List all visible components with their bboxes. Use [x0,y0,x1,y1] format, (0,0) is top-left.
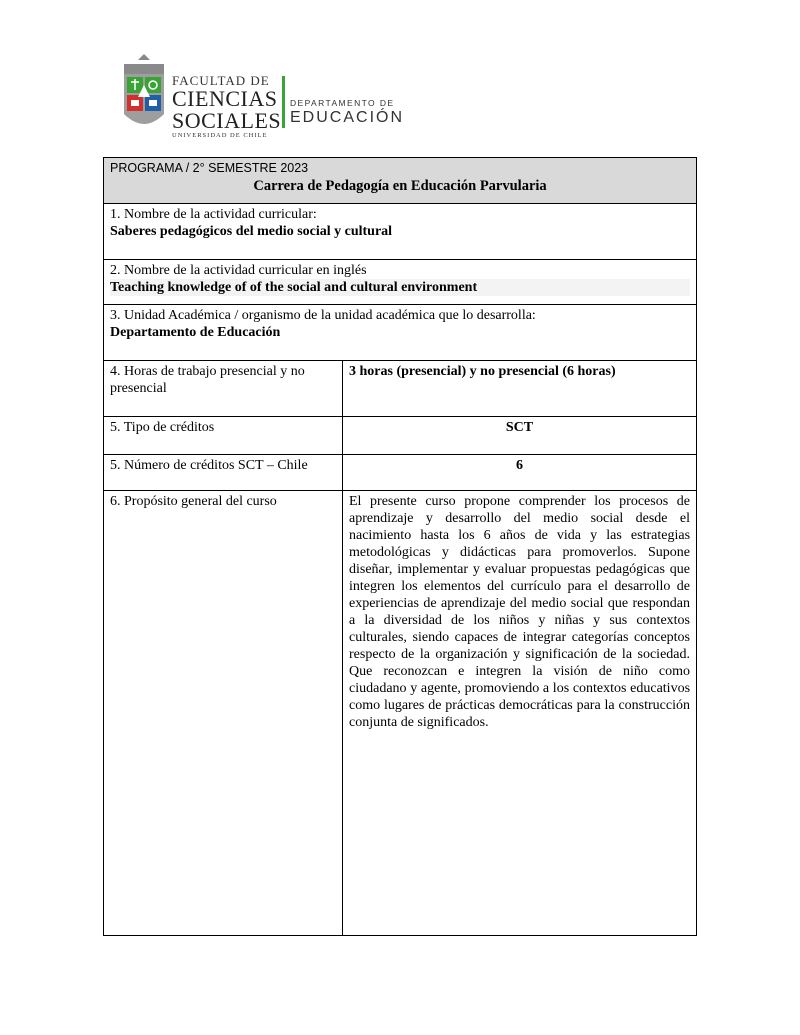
department-line1: DEPARTAMENTO DE [290,98,395,108]
row-cell [104,204,697,260]
faculty-line3: SOCIALES [172,108,282,133]
table-row [104,204,697,260]
department-name [290,98,404,127]
row-cell [104,305,697,361]
row-label: 3. Unidad Académica / organismo de la unidad académica que lo desarrolla: [110,308,536,323]
course-purpose-cell: El presente curso propone comprender los procesos de aprendizaje y desarrollo del medio social desde el nacimiento hasta los 6 años de vida y las estrategias metodológicas y didácticas para promoverlos. Supone diseñar, implementar y evaluar propuestas pedagógicas que integren los elementos del currículo para el desarrollo de experiencias de aprendizaje del medio social que respondan a la diversidad de los niños y niñas y sus contextos culturales, siendo capaces de integrar categorías conceptos respecto de la organización y significación de la sociedad. Que reconozcan e integren la visión de niño como ciudadano y agente, promoviendo a los contextos educativos como lugares de prácticas democráticas para la construcción conjunta de significados. [343,491,697,936]
faculty-logo [120,52,410,138]
department-line2: EDUCACIÓN [290,109,405,126]
faculty-line2: CIENCIAS [172,86,278,111]
program-semester: PROGRAMA / 2° SEMESTRE 2023 [110,161,309,175]
table-row [104,305,697,361]
row-value: Departamento de Educación [110,325,281,340]
table-row [104,455,697,491]
row-label-cell: 5. Número de créditos SCT – Chile [104,455,343,491]
row-cell [104,260,697,305]
table-row [104,260,697,305]
table-row [104,361,697,417]
faculty-line1: FACULTAD DE [172,73,270,88]
row-label-cell: 6. Propósito general del curso [104,491,343,936]
university-crest-icon [120,52,168,136]
row-value-cell: 3 horas (presencial) y no presencial (6 horas) [343,361,697,417]
career-title: Carrera de Pedagogía en Educación Parvularia [253,178,547,194]
row-value: Saberes pedagógicos del medio social y cultural [110,224,393,239]
row-value-cell: SCT [343,417,697,455]
row-value-cell: 6 [343,455,697,491]
university-name: UNIVERSIDAD DE CHILE [172,132,268,139]
row-label: 2. Nombre de la actividad curricular en inglés [110,263,367,278]
logo-divider [282,76,285,128]
header-cell [104,158,697,204]
program-table [103,157,697,936]
table-row [104,491,697,936]
faculty-name [172,74,281,140]
table-header-row [104,158,697,204]
row-label: 1. Nombre de la actividad curricular: [110,207,317,222]
row-label-cell: 4. Horas de trabajo presencial y no presencial [104,361,343,417]
row-value: Teaching knowledge of of the social and cultural environment [110,279,690,296]
row-label-cell: 5. Tipo de créditos [104,417,343,455]
table-row [104,417,697,455]
